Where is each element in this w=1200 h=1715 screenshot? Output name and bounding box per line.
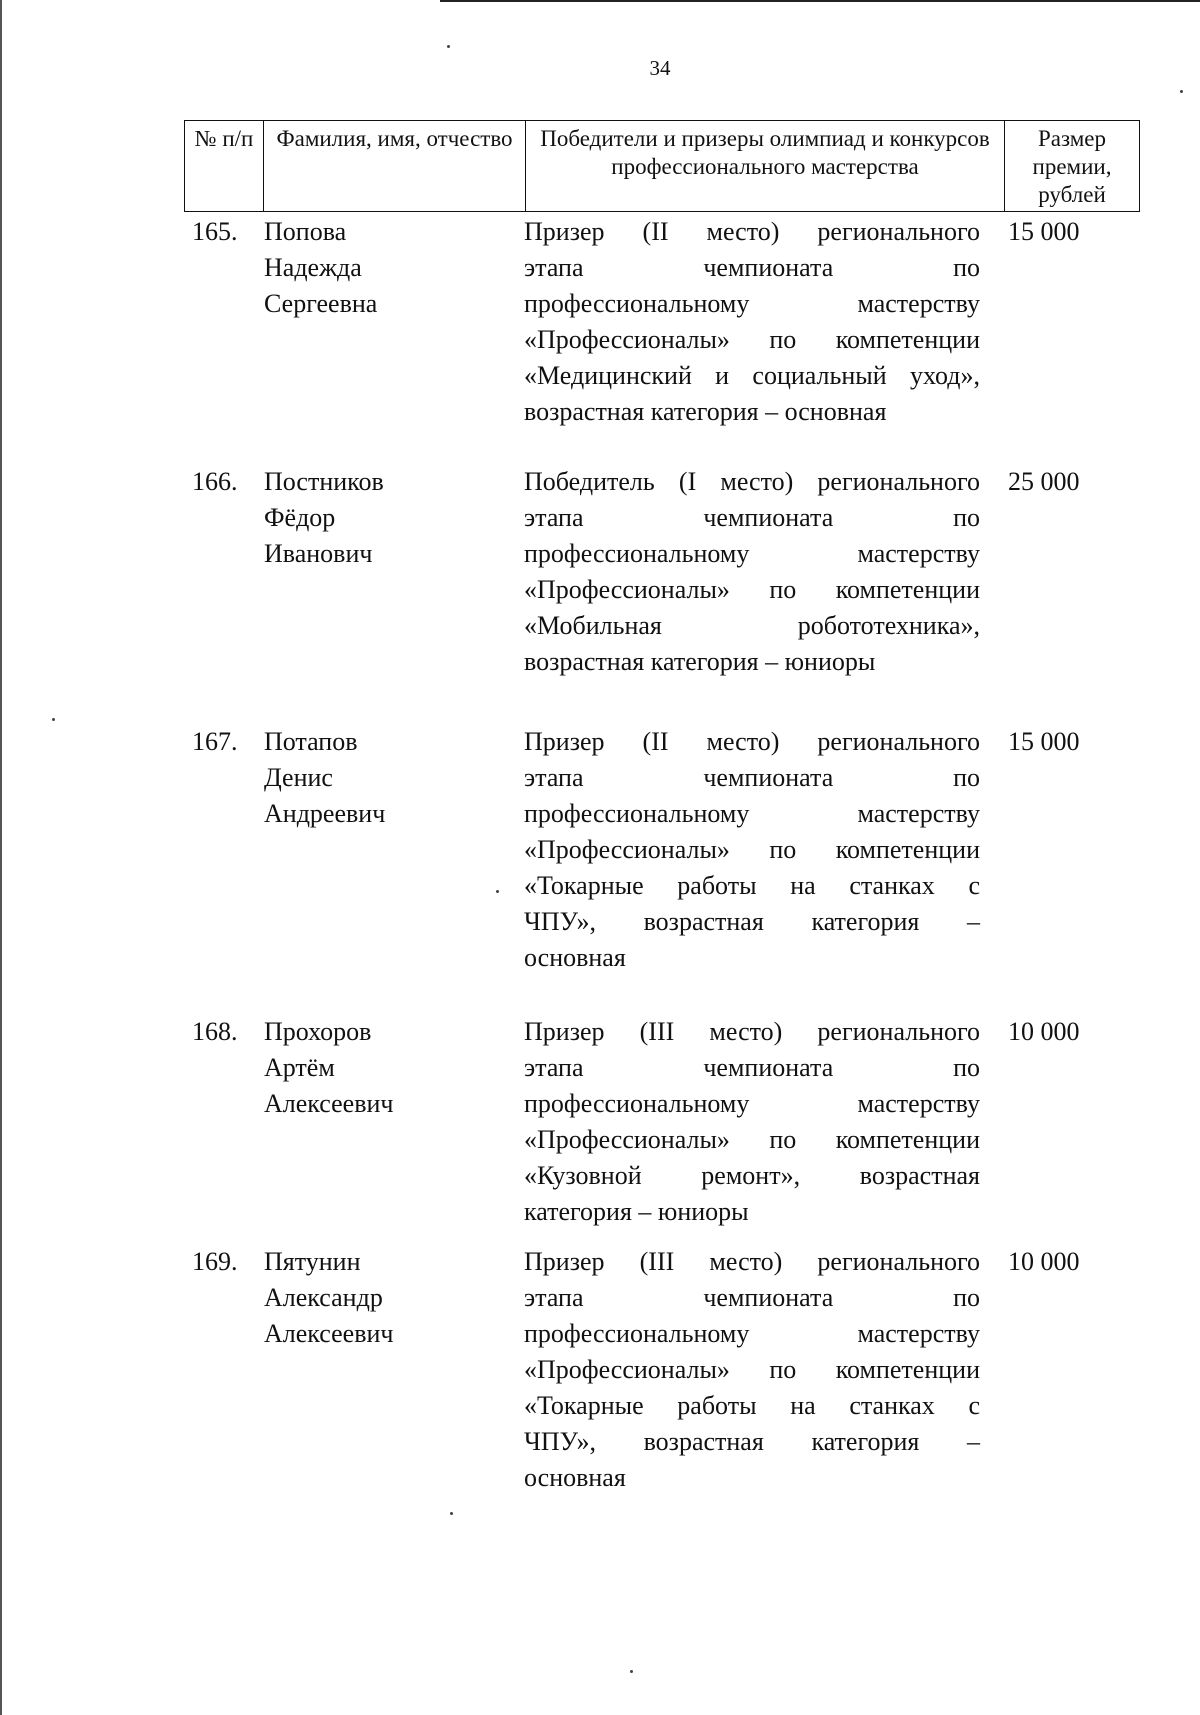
description-line: этапа чемпионата по [524, 763, 980, 792]
last-name: Прохоров [264, 1017, 372, 1046]
row-number: 166. [192, 467, 238, 496]
row-full-name [264, 464, 514, 572]
header-amount: Размер премии, рублей [1005, 121, 1140, 212]
row-description [524, 1244, 980, 1496]
description-line: ЧПУ», возрастная категория – [524, 1427, 980, 1456]
last-name: Потапов [264, 727, 358, 756]
scan-speck [450, 1512, 453, 1515]
description-line: «Профессионалы» по компетенции [524, 1355, 980, 1384]
description-line: «Профессионалы» по компетенции [524, 575, 980, 604]
description-line: категория – юниоры [524, 1197, 749, 1226]
description-line: этапа чемпионата по [524, 1053, 980, 1082]
description-line: этапа чемпионата по [524, 253, 980, 282]
row-description [524, 724, 980, 976]
row-full-name [264, 214, 514, 322]
description-line: Призер (II место) регионального [524, 217, 980, 246]
table-header [184, 120, 1140, 212]
last-name: Пятунин [264, 1247, 361, 1276]
header-description: Победители и призеры олимпиад и конкурсов профессионального мастерства [526, 121, 1005, 212]
page-number: 34 [649, 56, 671, 80]
patronymic: Алексеевич [264, 1089, 394, 1118]
row-full-name [264, 1244, 514, 1352]
description-line: «Токарные работы на станках с [524, 1391, 980, 1420]
description-line: Призер (III место) регионального [524, 1247, 980, 1276]
row-amount: 25 000 [1008, 467, 1080, 496]
scan-speck [630, 1670, 633, 1673]
description-line: «Мобильная робототехника», [524, 611, 980, 640]
last-name: Попова [264, 217, 347, 246]
description-line: профессиональному мастерству [524, 799, 980, 828]
patronymic: Сергеевна [264, 289, 378, 318]
last-name: Постников [264, 467, 384, 496]
row-number: 168. [192, 1017, 238, 1046]
patronymic: Андреевич [264, 799, 386, 828]
description-line: основная [524, 1463, 626, 1492]
scan-speck [1180, 90, 1183, 93]
first-name: Фёдор [264, 503, 336, 532]
description-line: основная [524, 943, 626, 972]
scan-speck [447, 45, 450, 48]
description-line: профессиональному мастерству [524, 289, 980, 318]
description-line: «Профессионалы» по компетенции [524, 835, 980, 864]
description-line: ЧПУ», возрастная категория – [524, 907, 980, 936]
description-line: «Профессионалы» по компетенции [524, 325, 980, 354]
description-line: «Профессионалы» по компетенции [524, 1125, 980, 1154]
first-name: Денис [264, 763, 333, 792]
row-amount: 15 000 [1008, 217, 1080, 246]
description-line: Призер (II место) регионального [524, 727, 980, 756]
scan-left-edge [0, 0, 2, 1715]
row-full-name [264, 1014, 514, 1122]
row-amount: 15 000 [1008, 727, 1080, 756]
description-line: Победитель (I место) регионального [524, 467, 980, 496]
description-line: профессиональному мастерству [524, 539, 980, 568]
description-line: этапа чемпионата по [524, 1283, 980, 1312]
scan-speck [52, 718, 55, 721]
row-description [524, 1014, 980, 1230]
description-line: возрастная категория – юниоры [524, 647, 876, 676]
first-name: Александр [264, 1283, 383, 1312]
row-number: 169. [192, 1247, 238, 1276]
description-line: «Токарные работы на станках с [524, 871, 980, 900]
patronymic: Алексеевич [264, 1319, 394, 1348]
description-line: профессиональному мастерству [524, 1089, 980, 1118]
first-name: Артём [264, 1053, 335, 1082]
header-name: Фамилия, имя, отчество [264, 121, 526, 212]
row-amount: 10 000 [1008, 1247, 1080, 1276]
description-line: этапа чемпионата по [524, 503, 980, 532]
description-line: возрастная категория – основная [524, 397, 887, 426]
description-line: профессиональному мастерству [524, 1319, 980, 1348]
description-line: Призер (III место) регионального [524, 1017, 980, 1046]
first-name: Надежда [264, 253, 362, 282]
patronymic: Иванович [264, 539, 373, 568]
row-full-name [264, 724, 514, 832]
row-description [524, 464, 980, 680]
description-line: «Кузовной ремонт», возрастная [524, 1161, 980, 1190]
row-number: 167. [192, 727, 238, 756]
header-num: № п/п [185, 121, 264, 212]
row-number: 165. [192, 217, 238, 246]
row-description [524, 214, 980, 430]
description-line: «Медицинский и социальный уход», [524, 361, 980, 390]
scan-speck [496, 890, 499, 893]
row-amount: 10 000 [1008, 1017, 1080, 1046]
scan-top-rule [440, 0, 1200, 2]
